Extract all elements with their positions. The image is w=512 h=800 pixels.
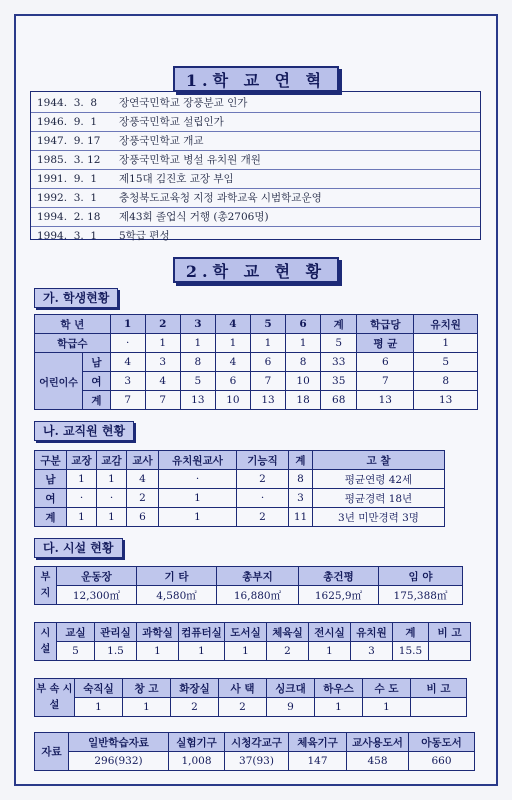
staff-label: 나. 교직원 현황 xyxy=(34,421,134,441)
table-cell: · xyxy=(97,489,127,508)
history-event: 제43회 졸업식 거행 (총2706명) xyxy=(119,211,269,223)
table-cell: 3 xyxy=(110,372,145,391)
history-date: 1991. 9. 1 xyxy=(37,173,98,185)
history-item xyxy=(31,132,480,151)
row-label: 남 xyxy=(83,353,110,372)
row-label: 여 xyxy=(83,372,110,391)
land-header-row xyxy=(35,567,463,586)
classes-row xyxy=(35,334,478,353)
kindergarten-col: 유치원 xyxy=(414,315,478,334)
history-item xyxy=(31,94,480,113)
row-label: 여 xyxy=(35,489,67,508)
grade-col: 2 xyxy=(145,315,180,334)
land-label: 부 지 xyxy=(35,567,57,605)
rooms-table xyxy=(34,622,471,661)
table-cell: 5 xyxy=(180,372,215,391)
children-row-male xyxy=(35,353,478,372)
column-header: 아동도서 xyxy=(409,733,475,752)
column-header: 숙직실 xyxy=(75,679,123,698)
table-cell: 175,388㎡ xyxy=(379,586,463,605)
column-header: 교사용도서 xyxy=(347,733,409,752)
column-header: 사 택 xyxy=(219,679,267,698)
column-header: 하우스 xyxy=(315,679,363,698)
table-cell: 1 xyxy=(363,698,411,717)
column-header: 체육실 xyxy=(267,623,309,642)
table-cell: 1 xyxy=(123,698,171,717)
children-label: 어린이수 xyxy=(35,353,83,410)
table-cell: 1 xyxy=(145,334,180,353)
table-cell: 5 xyxy=(321,334,357,353)
average-label: 평 균 xyxy=(357,334,414,353)
column-header: 시청각교구 xyxy=(225,733,289,752)
table-cell: 6 xyxy=(250,353,285,372)
table-cell: 147 xyxy=(289,752,347,771)
table-cell: 5 xyxy=(57,642,95,661)
table-cell: 8 xyxy=(289,470,313,489)
column-header: 창 고 xyxy=(123,679,171,698)
materials-label: 자료 xyxy=(35,733,69,771)
table-cell: 1 xyxy=(315,698,363,717)
history-item xyxy=(31,170,480,189)
table-cell: 13 xyxy=(180,391,215,410)
children-row-total xyxy=(35,391,478,410)
column-header: 교사 xyxy=(127,451,159,470)
column-header: 교감 xyxy=(97,451,127,470)
history-date: 1946. 9. 1 xyxy=(37,116,98,128)
table-cell: 6 xyxy=(127,508,159,527)
facilities-label: 다. 시설 현황 xyxy=(34,538,123,558)
history-item xyxy=(31,189,480,208)
table-cell: 13 xyxy=(414,391,478,410)
grade-col: 3 xyxy=(180,315,215,334)
row-label: 계 xyxy=(35,508,67,527)
column-header: 교실 xyxy=(57,623,95,642)
children-row-female xyxy=(35,372,478,391)
table-cell: 1 xyxy=(159,489,237,508)
history-item xyxy=(31,208,480,227)
column-header: 계 xyxy=(393,623,429,642)
table-cell: 6 xyxy=(357,353,414,372)
table-cell: 8 xyxy=(180,353,215,372)
column-header: 교장 xyxy=(67,451,97,470)
table-cell: 33 xyxy=(321,353,357,372)
staff-row-female xyxy=(35,489,445,508)
column-header: 수 도 xyxy=(363,679,411,698)
column-header: 과학실 xyxy=(137,623,179,642)
table-cell: 2 xyxy=(237,508,289,527)
grade-col: 5 xyxy=(250,315,285,334)
table-cell: 37(93) xyxy=(225,752,289,771)
column-header: 관리실 xyxy=(95,623,137,642)
table-cell: 10 xyxy=(215,391,250,410)
history-date: 1992. 3. 1 xyxy=(37,192,98,204)
aux-value-row xyxy=(35,698,467,717)
table-cell: 2 xyxy=(171,698,219,717)
table-cell: · xyxy=(159,470,237,489)
column-header: 유치원 xyxy=(351,623,393,642)
note-cell: 평균연령 42세 xyxy=(313,470,445,489)
table-cell: 3 xyxy=(145,353,180,372)
staff-table xyxy=(34,450,445,527)
table-cell: · xyxy=(67,489,97,508)
history-section-title: 1.학 교 연 혁 xyxy=(173,66,339,92)
students-header-row xyxy=(35,315,478,334)
grade-col: 6 xyxy=(286,315,321,334)
table-cell: 1 xyxy=(225,642,267,661)
table-cell: 7 xyxy=(110,391,145,410)
land-table xyxy=(34,566,463,605)
column-header: 기 타 xyxy=(137,567,217,586)
history-date: 1994. 2. 18 xyxy=(37,211,101,223)
column-header: 임 야 xyxy=(379,567,463,586)
table-cell: 8 xyxy=(286,353,321,372)
table-cell: 8 xyxy=(414,372,478,391)
rooms-value-row xyxy=(35,642,471,661)
column-header: 계 xyxy=(289,451,313,470)
grade-col: 4 xyxy=(215,315,250,334)
history-item xyxy=(31,113,480,132)
staff-header-row xyxy=(35,451,445,470)
table-cell: 1,008 xyxy=(169,752,225,771)
column-header: 화장실 xyxy=(171,679,219,698)
grade-header: 학 년 xyxy=(35,315,111,334)
aux-label: 부 속 시 설 xyxy=(35,679,75,717)
table-cell: 35 xyxy=(321,372,357,391)
staff-row-total xyxy=(35,508,445,527)
table-cell: 12,300㎡ xyxy=(57,586,137,605)
column-header: 비 고 xyxy=(429,623,471,642)
history-item xyxy=(31,227,480,245)
column-header: 총건평 xyxy=(299,567,379,586)
history-event: 제15대 김진호 교장 부임 xyxy=(119,173,234,185)
table-cell: 296(932) xyxy=(69,752,169,771)
table-cell: 7 xyxy=(145,391,180,410)
table-cell: 16,880㎡ xyxy=(217,586,299,605)
total-col: 계 xyxy=(321,315,357,334)
history-event: 장풍국민학교 개교 xyxy=(119,135,204,147)
column-header: 실험기구 xyxy=(169,733,225,752)
table-cell: 6 xyxy=(215,372,250,391)
history-event: 5학급 편성 xyxy=(119,230,170,242)
row-label: 남 xyxy=(35,470,67,489)
note-cell: 평균경력 18년 xyxy=(313,489,445,508)
table-cell xyxy=(429,642,471,661)
column-header: 구분 xyxy=(35,451,67,470)
column-header: 유치원교사 xyxy=(159,451,237,470)
table-cell: 1625,9㎡ xyxy=(299,586,379,605)
table-cell: 18 xyxy=(286,391,321,410)
land-value-row xyxy=(35,586,463,605)
column-header: 운동장 xyxy=(57,567,137,586)
table-cell: 4 xyxy=(145,372,180,391)
table-cell: 3 xyxy=(351,642,393,661)
column-header: 전시실 xyxy=(309,623,351,642)
table-cell: 7 xyxy=(357,372,414,391)
table-cell xyxy=(411,698,467,717)
students-label: 가. 학생현황 xyxy=(34,288,118,308)
table-cell: 1 xyxy=(250,334,285,353)
column-header: 도서실 xyxy=(225,623,267,642)
table-cell: 1 xyxy=(75,698,123,717)
table-cell: · xyxy=(110,334,145,353)
aux-table xyxy=(34,678,467,717)
table-cell: 11 xyxy=(289,508,313,527)
table-cell: 7 xyxy=(250,372,285,391)
table-cell: 10 xyxy=(286,372,321,391)
table-cell: 13 xyxy=(250,391,285,410)
table-cell: 4 xyxy=(110,353,145,372)
row-label: 계 xyxy=(83,391,110,410)
table-cell: 4,580㎡ xyxy=(137,586,217,605)
column-header: 고 찰 xyxy=(313,451,445,470)
table-cell: · xyxy=(237,489,289,508)
table-cell: 2 xyxy=(127,489,159,508)
column-header: 싱크대 xyxy=(267,679,315,698)
table-cell: 5 xyxy=(414,353,478,372)
materials-header-row xyxy=(35,733,475,752)
per-class-col: 학급당 xyxy=(357,315,414,334)
table-cell: 1 xyxy=(67,508,97,527)
table-cell: 1 xyxy=(180,334,215,353)
note-cell: 3년 미만경력 3명 xyxy=(313,508,445,527)
table-cell: 660 xyxy=(409,752,475,771)
classes-label: 학급수 xyxy=(35,334,111,353)
table-cell: 458 xyxy=(347,752,409,771)
history-date: 1994. 3. 1 xyxy=(37,230,98,242)
table-cell: 2 xyxy=(237,470,289,489)
table-cell: 1 xyxy=(309,642,351,661)
history-item xyxy=(31,151,480,170)
table-cell: 4 xyxy=(127,470,159,489)
table-cell: 68 xyxy=(321,391,357,410)
history-date: 1985. 3. 12 xyxy=(37,154,101,166)
rooms-header-row xyxy=(35,623,471,642)
table-cell: 4 xyxy=(215,353,250,372)
table-cell: 1 xyxy=(159,508,237,527)
students-table xyxy=(34,314,478,410)
table-cell: 1 xyxy=(137,642,179,661)
history-date: 1947. 9. 17 xyxy=(37,135,101,147)
aux-header-row xyxy=(35,679,467,698)
table-cell: 9 xyxy=(267,698,315,717)
column-header: 비 고 xyxy=(411,679,467,698)
history-event: 장풍국민학교 병설 유치원 개원 xyxy=(119,154,261,166)
table-cell: 1 xyxy=(414,334,478,353)
column-header: 총부지 xyxy=(217,567,299,586)
history-event: 장연국민학교 장풍분교 인가 xyxy=(119,97,248,109)
grade-col: 1 xyxy=(110,315,145,334)
table-cell: 1 xyxy=(97,508,127,527)
table-cell: 1 xyxy=(67,470,97,489)
history-event: 장풍국민학교 설립인가 xyxy=(119,116,224,128)
table-cell: 1 xyxy=(286,334,321,353)
table-cell: 15.5 xyxy=(393,642,429,661)
history-date: 1944. 3. 8 xyxy=(37,97,98,109)
column-header: 체육기구 xyxy=(289,733,347,752)
history-event: 충청북도교육청 지정 과학교육 시범학교운영 xyxy=(119,192,322,204)
materials-value-row xyxy=(35,752,475,771)
column-header: 컴퓨터실 xyxy=(179,623,225,642)
table-cell: 2 xyxy=(219,698,267,717)
table-cell: 1 xyxy=(215,334,250,353)
column-header: 기능직 xyxy=(237,451,289,470)
table-cell: 13 xyxy=(357,391,414,410)
status-section-title: 2.학 교 현 황 xyxy=(173,257,339,283)
history-list xyxy=(30,91,481,240)
table-cell: 1 xyxy=(179,642,225,661)
table-cell: 1.5 xyxy=(95,642,137,661)
materials-table xyxy=(34,732,475,771)
table-cell: 3 xyxy=(289,489,313,508)
table-cell: 1 xyxy=(97,470,127,489)
staff-row-male xyxy=(35,470,445,489)
column-header: 일반학습자료 xyxy=(69,733,169,752)
table-cell: 2 xyxy=(267,642,309,661)
rooms-label: 시 설 xyxy=(35,623,57,661)
